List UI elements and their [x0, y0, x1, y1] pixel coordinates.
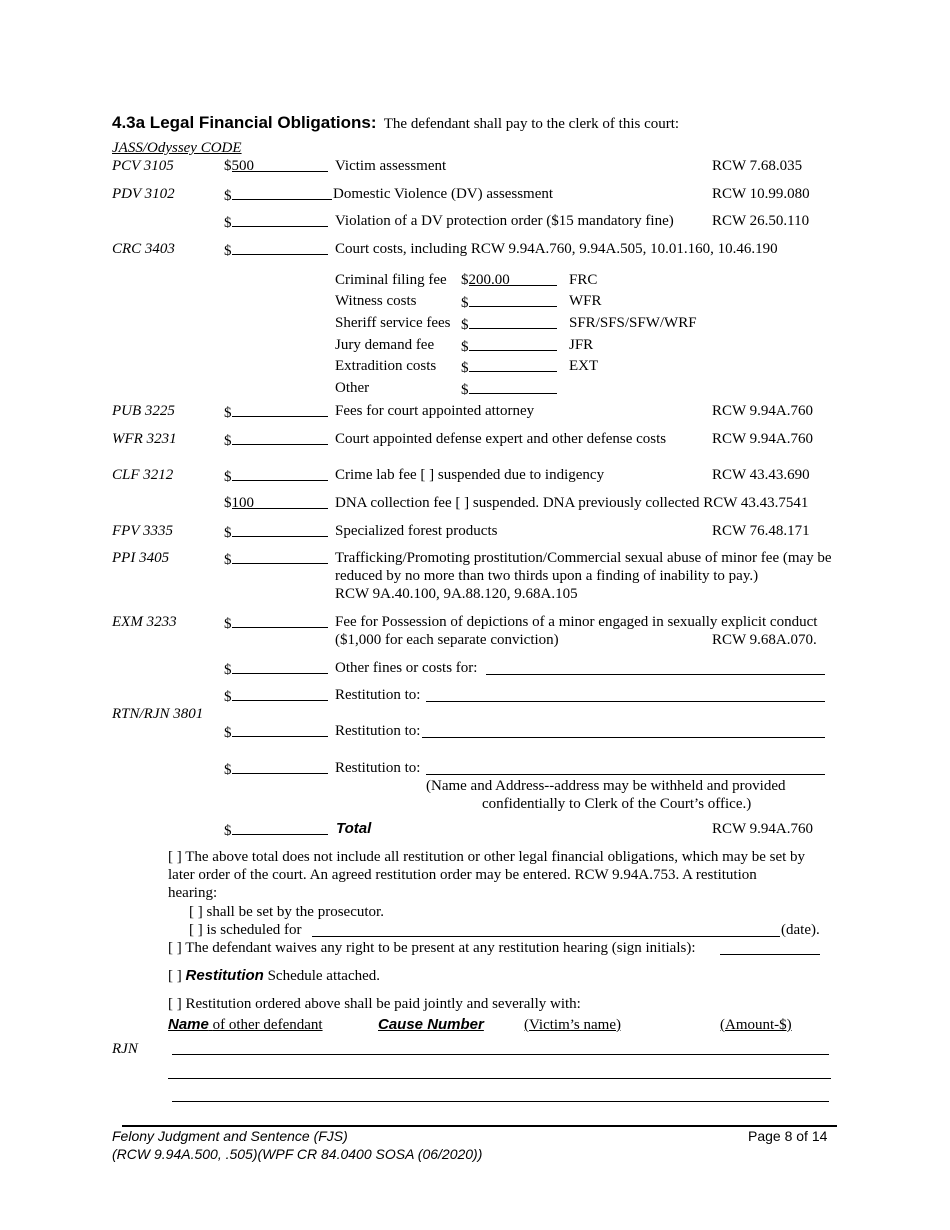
- desc-ppi-line3: RCW 9A.40.100, 9A.88.120, 9.68A.105: [335, 586, 578, 602]
- schedule-attached-bold: Restitution: [185, 967, 264, 984]
- cost-item-amount[interactable]: $200.00: [461, 271, 557, 289]
- section-subtitle: The defendant shall pay to the clerk of this court:: [383, 116, 680, 132]
- desc-pcv: Victim assessment: [335, 158, 447, 174]
- cost-item-label: Sheriff service fees: [335, 315, 451, 331]
- restitution-note-2: confidentially to Clerk of the Court’s office.): [482, 796, 752, 812]
- cost-item-code: WFR: [569, 293, 602, 309]
- hearing-date-line[interactable]: [312, 936, 780, 937]
- amount-other[interactable]: $: [224, 659, 328, 679]
- section-heading: [112, 114, 679, 133]
- rcw-exm: RCW 9.68A.070.: [712, 632, 817, 648]
- cost-item-label: Criminal filing fee: [335, 272, 447, 288]
- restitution-total-note-line1: [ ] The above total does not include all restitution or other legal financial obligations, which may be set by: [168, 849, 806, 865]
- label-restitution-2: Restitution to:: [335, 723, 421, 739]
- rcw-dvo: RCW 26.50.110: [712, 213, 810, 229]
- joint-line-3[interactable]: [172, 1101, 829, 1102]
- amount-dvo[interactable]: $: [224, 212, 328, 232]
- cost-item-amount[interactable]: $: [461, 357, 557, 377]
- other-fines-line[interactable]: [486, 674, 825, 675]
- desc-crc: Court costs, including RCW 9.94A.760, 9.94A.505, 10.01.160, 10.46.190: [335, 241, 778, 257]
- hearing-date-suffix: (date).: [781, 922, 820, 938]
- desc-pdv: Domestic Violence (DV) assessment: [333, 186, 554, 202]
- desc-dvo: Violation of a DV protection order ($15 mandatory fine): [335, 213, 674, 229]
- joint-line-1[interactable]: [172, 1054, 829, 1055]
- desc-ppi-line1: Trafficking/Promoting prostitution/Commercial sexual abuse of minor fee (may be: [335, 550, 832, 566]
- amount-wfr[interactable]: $: [224, 430, 328, 450]
- rcw-clf: RCW 43.43.690: [712, 467, 810, 483]
- amount-restitution-2[interactable]: $: [224, 722, 328, 742]
- desc-exm-line2: ($1,000 for each separate conviction): [335, 632, 559, 648]
- header-cause-number: Cause Number: [378, 1016, 484, 1033]
- cost-item-label: Other: [335, 380, 370, 396]
- code-pdv: PDV 3102: [112, 186, 175, 202]
- amount-total[interactable]: $: [224, 820, 328, 840]
- cost-item-code: FRC: [569, 272, 598, 288]
- header-victim-name: (Victim’s name): [524, 1017, 621, 1033]
- code-fpv: FPV 3335: [112, 523, 173, 539]
- header-amount: (Amount-$): [720, 1017, 792, 1033]
- restitution-line-3[interactable]: [426, 774, 825, 775]
- desc-ppi-line2: reduced by no more than two thirds upon a finding of inability to pay.): [335, 568, 759, 584]
- amount-fpv[interactable]: $: [224, 522, 328, 542]
- rcw-pdv: RCW 10.99.080: [712, 186, 810, 202]
- code-exm: EXM 3233: [112, 614, 177, 630]
- joint-line-2[interactable]: [168, 1078, 831, 1079]
- section-title: 4.3a Legal Financial Obligations:: [112, 113, 377, 132]
- jointly-severally-text[interactable]: [ ] Restitution ordered above shall be paid jointly and severally with:: [168, 996, 581, 1012]
- desc-wfr: Court appointed defense expert and other defense costs: [335, 431, 667, 447]
- desc-pub: Fees for court appointed attorney: [335, 403, 535, 419]
- cost-item-label: Extradition costs: [335, 358, 437, 374]
- amount-pcv[interactable]: $500: [224, 157, 328, 175]
- rcw-pcv: RCW 7.68.035: [712, 158, 803, 174]
- amount-restitution-3[interactable]: $: [224, 759, 328, 779]
- cost-item-amount[interactable]: $: [461, 292, 557, 312]
- rcw-total: RCW 9.94A.760: [712, 821, 813, 837]
- code-pcv: PCV 3105: [112, 158, 174, 174]
- desc-exm-line1: Fee for Possession of depictions of a minor engaged in sexually explicit conduct: [335, 614, 818, 630]
- code-ppi: PPI 3405: [112, 550, 170, 566]
- code-wfr: WFR 3231: [112, 431, 177, 447]
- amount-crc[interactable]: $: [224, 240, 328, 260]
- rjn-label: RJN: [112, 1041, 138, 1057]
- amount-dna[interactable]: $100: [224, 494, 328, 512]
- code-clf: CLF 3212: [112, 467, 174, 483]
- restitution-line-1[interactable]: [426, 701, 825, 702]
- code-rtn: RTN/RJN 3801: [112, 706, 204, 722]
- label-restitution-1: Restitution to:: [335, 687, 421, 703]
- cost-item-code: SFR/SFS/SFW/WRF: [569, 315, 697, 331]
- restitution-total-note-line2: later order of the court. An agreed restitution order may be entered. RCW 9.94A.753. A restitution: [168, 867, 757, 883]
- initials-line[interactable]: [720, 954, 820, 955]
- amount-exm[interactable]: $: [224, 613, 328, 633]
- cost-item-amount[interactable]: $: [461, 314, 557, 334]
- rcw-pub: RCW 9.94A.760: [712, 403, 813, 419]
- header-other-defendant: Name of other defendant: [168, 1016, 323, 1033]
- hearing-option-scheduled[interactable]: [ ] is scheduled for: [189, 922, 302, 938]
- cost-item-code: JFR: [569, 337, 594, 353]
- desc-fpv: Specialized forest products: [335, 523, 498, 539]
- footer-title: Felony Judgment and Sentence (FJS): [112, 1128, 348, 1144]
- jass-code-label: JASS/Odyssey CODE: [112, 140, 242, 156]
- restitution-note-1: (Name and Address--address may be withheld and provided: [426, 778, 786, 794]
- label-restitution-3: Restitution to:: [335, 760, 421, 776]
- restitution-total-note-line3: hearing:: [168, 885, 218, 901]
- hearing-option-prosecutor[interactable]: [ ] shall be set by the prosecutor.: [189, 904, 384, 920]
- cost-item-amount[interactable]: $: [461, 379, 557, 399]
- schedule-attached[interactable]: [ ] Restitution Schedule attached.: [168, 967, 381, 984]
- cost-item-label: Jury demand fee: [335, 337, 435, 353]
- waive-presence-text[interactable]: [ ] The defendant waives any right to be present at any restitution hearing (sign initials):: [168, 940, 696, 956]
- code-pub: PUB 3225: [112, 403, 175, 419]
- rcw-fpv: RCW 76.48.171: [712, 523, 810, 539]
- amount-clf[interactable]: $: [224, 466, 328, 486]
- restitution-line-2[interactable]: [422, 737, 825, 738]
- rcw-dna: RCW 43.43.7541: [703, 495, 809, 511]
- page-number: Page 8 of 14: [748, 1128, 828, 1144]
- footer-rcw: (RCW 9.94A.500, .505)(WPF CR 84.0400 SOSA (06/2020)): [112, 1146, 483, 1162]
- cost-item-label: Witness costs: [335, 293, 417, 309]
- code-crc: CRC 3403: [112, 241, 175, 257]
- desc-dna: DNA collection fee [ ] suspended. DNA previously collected RCW 43.43.7541: [335, 495, 809, 511]
- total-label: Total: [336, 820, 372, 837]
- rcw-wfr: RCW 9.94A.760: [712, 431, 813, 447]
- desc-clf: Crime lab fee [ ] suspended due to indigency: [335, 467, 605, 483]
- amount-pub[interactable]: $: [224, 402, 328, 422]
- amount-pdv[interactable]: $: [224, 185, 332, 205]
- cost-item-amount[interactable]: $: [461, 336, 557, 356]
- cost-item-code: EXT: [569, 358, 599, 374]
- amount-ppi[interactable]: $: [224, 549, 328, 569]
- desc-other: Other fines or costs for:: [335, 660, 478, 676]
- amount-restitution-1[interactable]: $: [224, 686, 328, 706]
